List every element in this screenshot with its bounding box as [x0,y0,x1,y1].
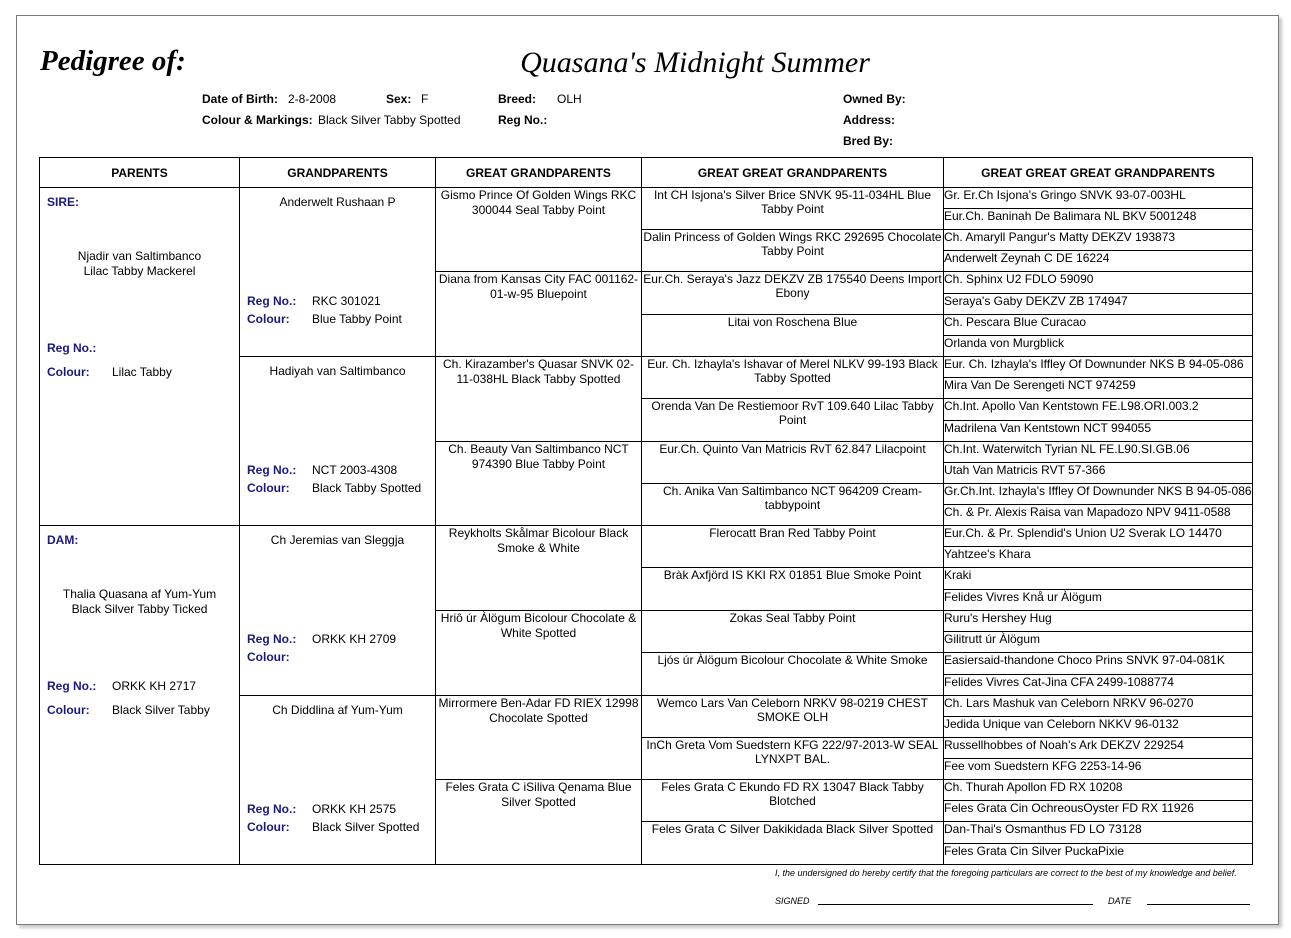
certification-statement: I, the undersigned do hereby certify that the foregoing particulars are correct to the best of my knowledge and belief. [775,868,1237,878]
parent-colour-label: Colour: [47,703,90,718]
great-great-great-grandparent-cell: Seraya's Gaby DEKZV ZB 174947 [944,293,1253,314]
great-great-great-grandparent-cell: Ch. & Pr. Alexis Raisa van Mapadozo NPV 9411-0588 [944,505,1253,526]
great-grandparent-cell: Mirrormere Ben-Adar FD RIEX 12998 Chocolate Spotted [436,695,642,779]
grandparent-cell [240,526,436,695]
owned-by-label: Owned By: [843,92,906,106]
great-great-great-grandparent-cell: Gilitrutt úr Àlögum [944,632,1253,653]
great-great-grandparent-cell: Int CH Isjona's Silver Brice SNVK 95-11-034HL Blue Tabby Point [642,188,944,230]
grandparent-name: Ch Diddlina af Yum-Yum [272,702,403,717]
grandparent-reg-value: ORKK KH 2575 [312,801,397,816]
parent-role: DAM: [47,533,79,548]
parent-name: Njadir van Saltimbanco [77,249,202,263]
great-great-great-grandparent-cell: Madrilena Van Kentstown NCT 994055 [944,420,1253,441]
great-great-great-grandparent-cell: Ch. Pescara Blue Curacao [944,314,1253,335]
great-grandparent-cell: Diana from Kansas City FAC 001162-01-w-95 Bluepoint [436,272,642,357]
parent-reg-label: Reg No.: [47,341,97,355]
great-great-great-grandparent-cell: Eur.Ch. & Pr. Splendid's Union U2 Sverak LO 14470 [944,526,1253,547]
great-grandparent-cell: Ch. Kirazamber's Quasar SNVK 02-11-038HL Black Tabby Spotted [436,357,642,441]
great-great-great-grandparent-cell: Utah Van Matricis RVT 57-366 [944,462,1253,483]
great-great-grandparent-cell: Ch. Anika Van Saltimbanco NCT 964209 Cream-tabbypoint [642,483,944,525]
sex-label: Sex: [386,92,412,106]
great-great-grandparent-cell: Bràk Axfjörd IS KKI RX 01851 Blue Smoke Point [642,568,944,610]
great-great-great-grandparent-cell: Ch.Int. Apollo Van Kentstown FE.L98.ORI.003.2 [944,399,1253,420]
column-header-great-grandparents: GREAT GRANDPARENTS [436,158,642,188]
great-great-grandparent-cell: Flerocatt Bran Red Tabby Point [642,526,944,568]
column-header-great-great-great-grandparents: GREAT GREAT GREAT GRANDPARENTS [944,158,1253,188]
great-great-great-grandparent-cell: Easiersaid-thandone Choco Prins SNVK 97-04-081K [944,653,1253,674]
grandparent-colour-label: Colour: [247,481,290,496]
great-great-great-grandparent-cell: Fee vom Suedstern KFG 2253-14-96 [944,758,1253,779]
signature-line [818,904,1093,905]
great-great-great-grandparent-cell: Orlanda von Murgblick [944,336,1253,357]
grandparent-cell [240,357,436,526]
parent-name: Thalia Quasana af Yum-Yum [62,587,217,602]
cat-name-title: Quasana's Midnight Summer [520,46,870,79]
great-great-grandparent-cell: Orenda Van De Restiemoor RvT 109.640 Lilac Tabby Point [642,399,944,441]
great-great-great-grandparent-cell: Dan-Thai's Osmanthus FD LO 73128 [944,822,1253,843]
great-great-grandparent-cell: Zokas Seal Tabby Point [642,610,944,652]
bred-by-label: Bred By: [843,134,894,148]
column-header-parents: PARENTS [40,158,240,188]
column-header-great-great-grandparents: GREAT GREAT GRANDPARENTS [642,158,944,188]
great-great-great-grandparent-cell: Gr.Ch.Int. Izhayla's Iffley Of Downunder NKS B 94-05-086 [944,483,1253,504]
grandparent-reg-value: NCT 2003-4308 [312,463,398,478]
great-great-grandparent-cell: Wemco Lars Van Celeborn NRKV 98-0219 CHEST SMOKE OLH [642,695,944,737]
sex-value: F [421,92,429,106]
great-great-great-grandparent-cell: Eur. Ch. Izhayla's Iffley Of Downunder NKS B 94-05-086 [944,357,1253,378]
grandparent-colour-value: Blue Tabby Point [312,312,402,326]
great-great-great-grandparent-cell: Ch. Sphinx U2 FDLO 59090 [944,272,1253,293]
parent-colour-value: Black Silver Tabby [112,703,210,718]
great-great-grandparent-cell: Feles Grata C Silver Dakikidada Black Silver Spotted [642,822,944,865]
grandparent-name: Hadiyah van Saltimbanco [269,364,406,379]
grandparent-reg-label: Reg No.: [247,463,297,478]
colour-markings-label: Colour & Markings: [202,113,313,127]
pedigree-table [39,157,1253,865]
grandparent-colour-value: Black Silver Spotted [312,819,420,834]
great-great-great-grandparent-cell: Anderwelt Zeynah C DE 16224 [944,251,1253,272]
parent-cell [40,188,240,526]
dob-label: Date of Birth: [202,92,278,106]
grandparent-name: Anderwelt Rushaan P [279,195,396,209]
parent-colour-value: Lilac Tabby [112,365,172,379]
parent-cell [40,526,240,865]
breed-label: Breed: [498,92,537,106]
great-great-great-grandparent-cell: Ch.Int. Waterwitch Tyrian NL FE.L90.SI.GB.06 [944,441,1253,462]
grandparent-colour-label: Colour: [247,650,290,665]
great-great-great-grandparent-cell: Feles Grata Cin OchreousOyster FD RX 11926 [944,801,1253,822]
great-great-grandparent-cell: Eur.Ch. Quinto Van Matricis RvT 62.847 Lilacpoint [642,441,944,483]
great-grandparent-cell: Hriô úr Àlögum Bicolour Chocolate & White Spotted [436,610,642,695]
grandparent-name: Ch Jeremias van Sleggja [270,533,405,548]
great-great-grandparent-cell: Dalin Princess of Golden Wings RKC 292695 Chocolate Tabby Point [642,230,944,272]
grandparent-cell [240,188,436,357]
parent-reg-value: ORKK KH 2717 [112,679,197,694]
great-great-great-grandparent-cell: Jedida Unique van Celeborn NKKV 96-0132 [944,716,1253,737]
great-great-great-grandparent-cell: Ch. Lars Mashuk van Celeborn NRKV 96-0270 [944,695,1253,716]
address-label: Address: [843,113,896,127]
great-great-great-grandparent-cell: Mira Van De Serengeti NCT 974259 [944,378,1253,399]
great-great-great-grandparent-cell: Yahtzee's Khara [944,547,1253,568]
great-great-great-grandparent-cell: Gr. Er.Ch Isjona's Gringo SNVK 93-07-003HL [944,188,1253,209]
great-grandparent-cell: Feles Grata C iSiliva Qenama Blue Silver Spotted [436,779,642,864]
great-great-grandparent-cell: Eur. Ch. Izhayla's Ishavar of Merel NLKV 99-193 Black Tabby Spotted [642,357,944,399]
parent-description: Black Silver Tabby Ticked [71,602,208,617]
pedigree-title-label: Pedigree of: [40,45,186,77]
great-great-great-grandparent-cell: Ch. Amaryll Pangur's Matty DEKZV 193873 [944,230,1253,251]
grandparent-colour-label: Colour: [247,312,290,326]
reg-no-label: Reg No.: [498,113,548,127]
parent-description: Lilac Tabby Mackerel [83,264,196,278]
great-great-great-grandparent-cell: Kraki [944,568,1253,589]
great-great-grandparent-cell: Ljós úr Àlögum Bicolour Chocolate & White Smoke [642,653,944,695]
colour-markings-value: Black Silver Tabby Spotted [318,113,461,127]
great-grandparent-cell: Reykholts Skålmar Bicolour Black Smoke & White [436,526,642,610]
great-great-great-grandparent-cell: Feles Grata Cin Silver PuckaPixie [944,843,1253,864]
grandparent-reg-value: RKC 301021 [312,294,381,308]
grandparent-reg-label: Reg No.: [247,632,297,647]
great-great-great-grandparent-cell: Felides Vivres Knå ur Àlögum [944,589,1253,610]
great-great-grandparent-cell: Feles Grata C Ekundo FD RX 13047 Black Tabby Blotched [642,779,944,821]
great-great-great-grandparent-cell: Felides Vivres Cat-Jina CFA 2499-1088774 [944,674,1253,695]
grandparent-reg-label: Reg No.: [247,294,297,308]
grandparent-colour-value: Black Tabby Spotted [312,481,422,496]
parent-reg-label: Reg No.: [47,679,97,694]
great-great-great-grandparent-cell: Russellhobbes of Noah's Ark DEKZV 229254 [944,737,1253,758]
dob-value: 2-8-2008 [288,92,337,106]
signed-label: SIGNED [775,896,810,906]
great-grandparent-cell: Gismo Prince Of Golden Wings RKC 300044 Seal Tabby Point [436,188,642,272]
date-label: DATE [1108,896,1132,906]
great-great-grandparent-cell: Eur.Ch. Seraya's Jazz DEKZV ZB 175540 Deens Import Ebony [642,272,944,314]
breed-value: OLH [557,92,582,106]
grandparent-cell [240,695,436,864]
great-great-great-grandparent-cell: Eur.Ch. Baninah De Balimara NL BKV 5001248 [944,209,1253,230]
pedigree-row [40,188,1253,209]
grandparent-reg-value: ORKK KH 2709 [312,632,397,647]
great-grandparent-cell: Ch. Beauty Van Saltimbanco NCT 974390 Blue Tabby Point [436,441,642,526]
column-header-grandparents: GRANDPARENTS [240,158,436,188]
great-great-great-grandparent-cell: Ruru's Hershey Hug [944,610,1253,631]
date-line [1147,904,1250,905]
pedigree-row [40,526,1253,547]
parent-colour-label: Colour: [47,365,90,379]
great-great-great-grandparent-cell: Ch. Thurah Apollon FD RX 10208 [944,779,1253,800]
great-great-grandparent-cell: InCh Greta Vom Suedstern KFG 222/97-2013-W SEAL LYNXPT BAL. [642,737,944,779]
grandparent-colour-label: Colour: [247,819,290,834]
parent-role: SIRE: [47,195,80,209]
grandparent-reg-label: Reg No.: [247,801,297,816]
great-great-grandparent-cell: Litai von Roschena Blue [642,314,944,356]
